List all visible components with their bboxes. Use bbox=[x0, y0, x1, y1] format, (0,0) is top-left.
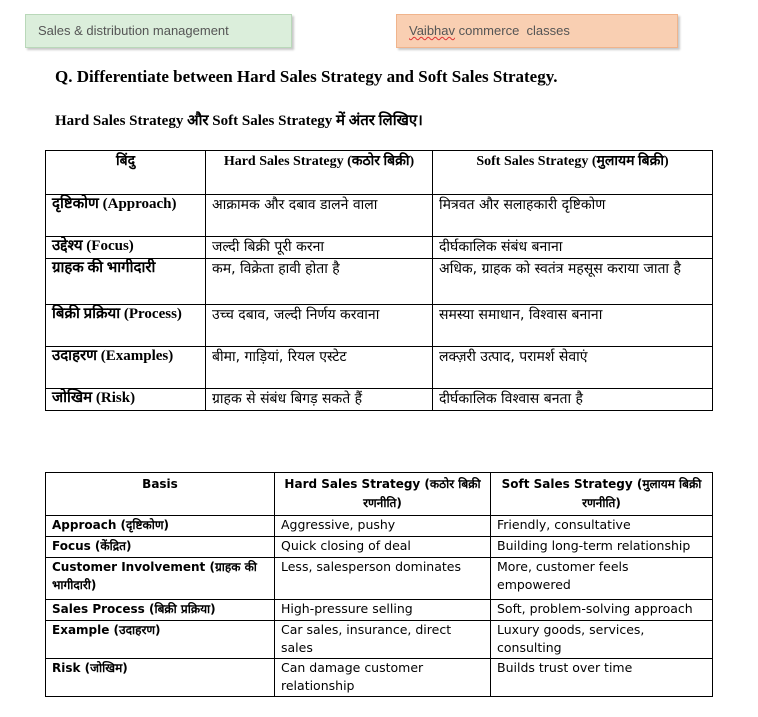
table-row bbox=[46, 621, 713, 659]
hard-cell: ग्राहक से संबंध बिगड़ सकते हैं bbox=[206, 389, 433, 411]
hard-cell: High-pressure selling bbox=[275, 600, 491, 621]
soft-cell: More, customer feels empowered bbox=[491, 558, 713, 600]
header-cell: Hard Sales Strategy (कठोर बिक्री रणनीति) bbox=[275, 473, 491, 516]
table-row bbox=[46, 259, 713, 305]
table-row bbox=[46, 305, 713, 347]
basis-cell: उद्देश्य (Focus) bbox=[46, 237, 206, 259]
basis-cell: बिक्री प्रक्रिया (Process) bbox=[46, 305, 206, 347]
table-row bbox=[46, 389, 713, 411]
table-row bbox=[46, 659, 713, 697]
table-row bbox=[46, 195, 713, 237]
basis-cell: दृष्टिकोण (Approach) bbox=[46, 195, 206, 237]
soft-cell: Soft, problem-solving approach bbox=[491, 600, 713, 621]
hard-cell: कम, विक्रेता हावी होता है bbox=[206, 259, 433, 305]
comparison-table-hindi bbox=[45, 150, 713, 411]
hard-cell: Can damage customer relationship bbox=[275, 659, 491, 697]
basis-cell: Focus (केंद्रित) bbox=[46, 537, 275, 558]
brand-label-box bbox=[396, 14, 678, 48]
soft-cell: Luxury goods, services, consulting bbox=[491, 621, 713, 659]
table-row bbox=[46, 237, 713, 259]
table-row bbox=[46, 516, 713, 537]
hard-cell: बीमा, गाड़ियां, रियल एस्टेट bbox=[206, 347, 433, 389]
table-row bbox=[46, 537, 713, 558]
hard-cell: आक्रामक और दबाव डालने वाला bbox=[206, 195, 433, 237]
brand-name: Vaibhav bbox=[409, 23, 456, 38]
table-header-row bbox=[46, 151, 713, 195]
hard-cell: Car sales, insurance, direct sales bbox=[275, 621, 491, 659]
header-cell: Hard Sales Strategy (कठोर बिक्री) bbox=[206, 151, 433, 195]
hard-cell: उच्च दबाव, जल्दी निर्णय करवाना bbox=[206, 305, 433, 347]
header-cell: Soft Sales Strategy (मुलायम बिक्री) bbox=[433, 151, 713, 195]
hard-cell: Aggressive, pushy bbox=[275, 516, 491, 537]
basis-cell: उदाहरण (Examples) bbox=[46, 347, 206, 389]
soft-cell: मित्रवत और सलाहकारी दृष्टिकोण bbox=[433, 195, 713, 237]
soft-cell: दीर्घकालिक संबंध बनाना bbox=[433, 237, 713, 259]
basis-cell: Customer Involvement (ग्राहक की भागीदारी) bbox=[46, 558, 275, 600]
soft-cell: Builds trust over time bbox=[491, 659, 713, 697]
header-cell: Basis bbox=[46, 473, 275, 516]
basis-cell: Risk (जोखिम) bbox=[46, 659, 275, 697]
soft-cell: दीर्घकालिक विश्वास बनता है bbox=[433, 389, 713, 411]
table-row bbox=[46, 558, 713, 600]
soft-cell: लक्ज़री उत्पाद, परामर्श सेवाएं bbox=[433, 347, 713, 389]
header-cell: Soft Sales Strategy (मुलायम बिक्री रणनीति) bbox=[491, 473, 713, 516]
subject-label-box bbox=[25, 14, 292, 48]
question-title: Q. Differentiate between Hard Sales Strategy and Soft Sales Strategy. bbox=[55, 67, 558, 86]
hard-cell: Less, salesperson dominates bbox=[275, 558, 491, 600]
basis-cell: जोखिम (Risk) bbox=[46, 389, 206, 411]
basis-cell: Approach (दृष्टिकोण) bbox=[46, 516, 275, 537]
soft-cell: Friendly, consultative bbox=[491, 516, 713, 537]
hard-cell: Quick closing of deal bbox=[275, 537, 491, 558]
subject-label: Sales & distribution management bbox=[38, 23, 229, 38]
soft-cell: Building long-term relationship bbox=[491, 537, 713, 558]
brand-suffix: commerce classes bbox=[455, 23, 570, 38]
question-hindi: Hard Sales Strategy और Soft Sales Strategy में अंतर लिखिए। bbox=[55, 113, 423, 129]
soft-cell: समस्या समाधान, विश्वास बनाना bbox=[433, 305, 713, 347]
basis-cell: Example (उदाहरण) bbox=[46, 621, 275, 659]
hard-cell: जल्दी बिक्री पूरी करना bbox=[206, 237, 433, 259]
comparison-table-english bbox=[45, 472, 713, 697]
soft-cell: अधिक, ग्राहक को स्वतंत्र महसूस कराया जाता है bbox=[433, 259, 713, 305]
table-row bbox=[46, 347, 713, 389]
table-row bbox=[46, 600, 713, 621]
header-cell: बिंदु bbox=[46, 151, 206, 195]
basis-cell: ग्राहक की भागीदारी bbox=[46, 259, 206, 305]
basis-cell: Sales Process (बिक्री प्रक्रिया) bbox=[46, 600, 275, 621]
table-header-row bbox=[46, 473, 713, 516]
